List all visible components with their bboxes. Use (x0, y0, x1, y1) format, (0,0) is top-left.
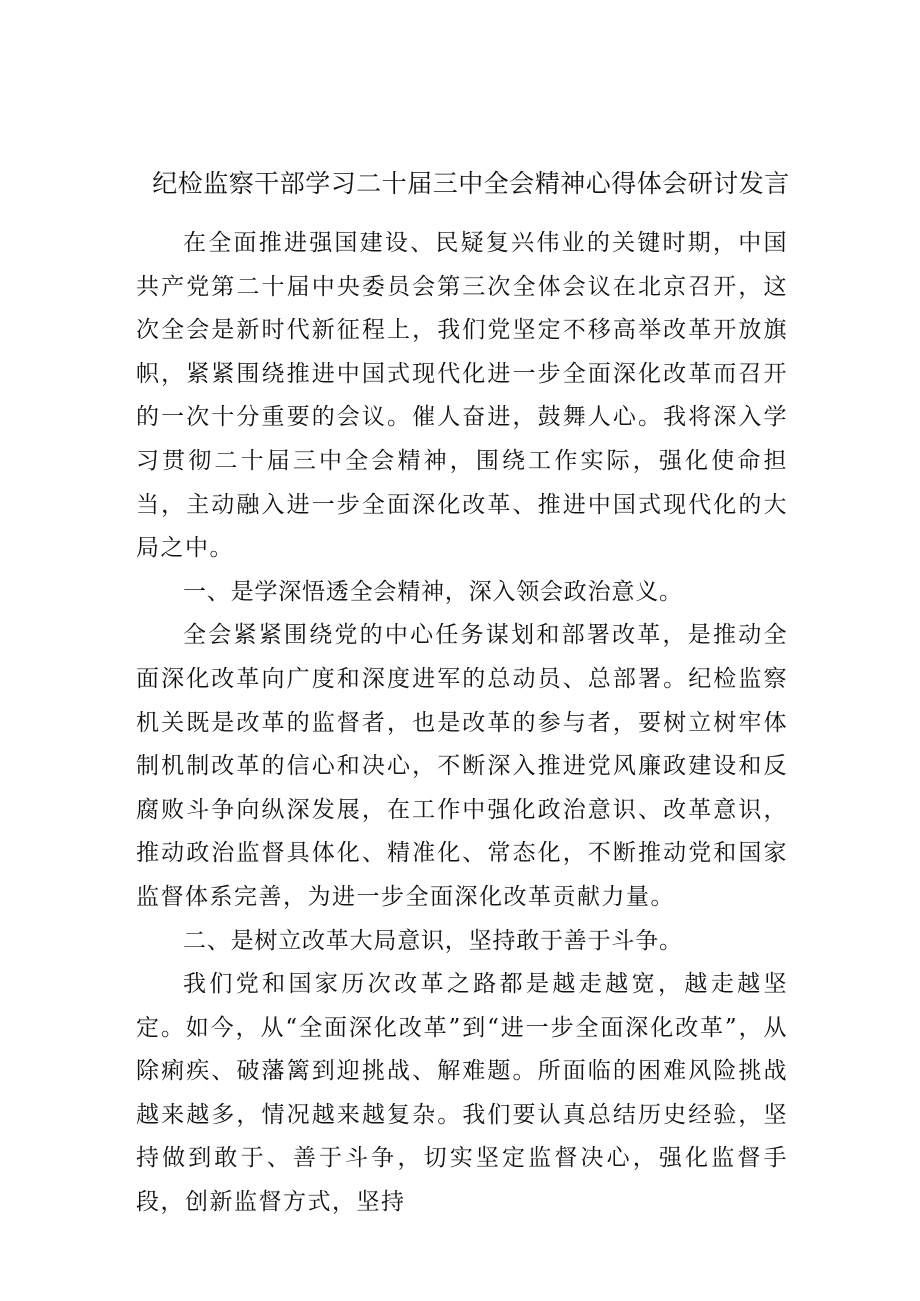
section-heading-2: 二、是树立改革大局意识，坚持敢于善于斗争。 (183, 927, 683, 954)
section-paragraph-2: 我们党和国家历次改革之路都是越走越宽，越走越坚定。如今，从“全面深化改革”到“进一步全面深化改革”，从除痢疾、破藩篱到迎挑战、解难题。所面临的困难风险挑战越来越多，情况越来越复杂。我们要认真总结历史经验，坚持做到敢于、善于斗争，切实坚定监督决心，强化监督手段，创新监督方式，坚持 (136, 971, 788, 1216)
document-body (136, 222, 788, 1225)
document-title: 纪检监察干部学习二十届三中全会精神心得体会研讨发言 (152, 169, 790, 198)
section-paragraph-1: 全会紧紧围绕党的中心任务谋划和部署改革，是推动全面深化改革向广度和深度进军的总动员、总部署。纪检监察机关既是改革的监督者，也是改革的参与者，要树立树牢体制机制改革的信心和决心，不断深入推进党风廉政建设和反腐败斗争向纵深发展，在工作中强化政治意识、改革意识，推动政治监督具体化、精准化、常态化，不断推动党和国家监督体系完善，为进一步全面深化改革贡献力量。 (136, 622, 788, 910)
intro-paragraph: 在全面推进强国建设、民疑复兴伟业的关键时期，中国共产党第二十届中央委员会第三次全体会议在北京召开，这次全会是新时代新征程上，我们党坚定不移高举改革开放旗帜，紧紧围绕推进中国式现代化进一步全面深化改革而召开的一次十分重要的会议。催人奋进，鼓舞人心。我将深入学习贯彻二十届三中全会精神，围绕工作实际，强化使命担当，主动融入进一步全面深化改革、推进中国式现代化的大局之中。 (136, 230, 788, 562)
section-heading-1: 一、是学深悟透全会精神，深入领会政治意义。 (183, 578, 683, 605)
